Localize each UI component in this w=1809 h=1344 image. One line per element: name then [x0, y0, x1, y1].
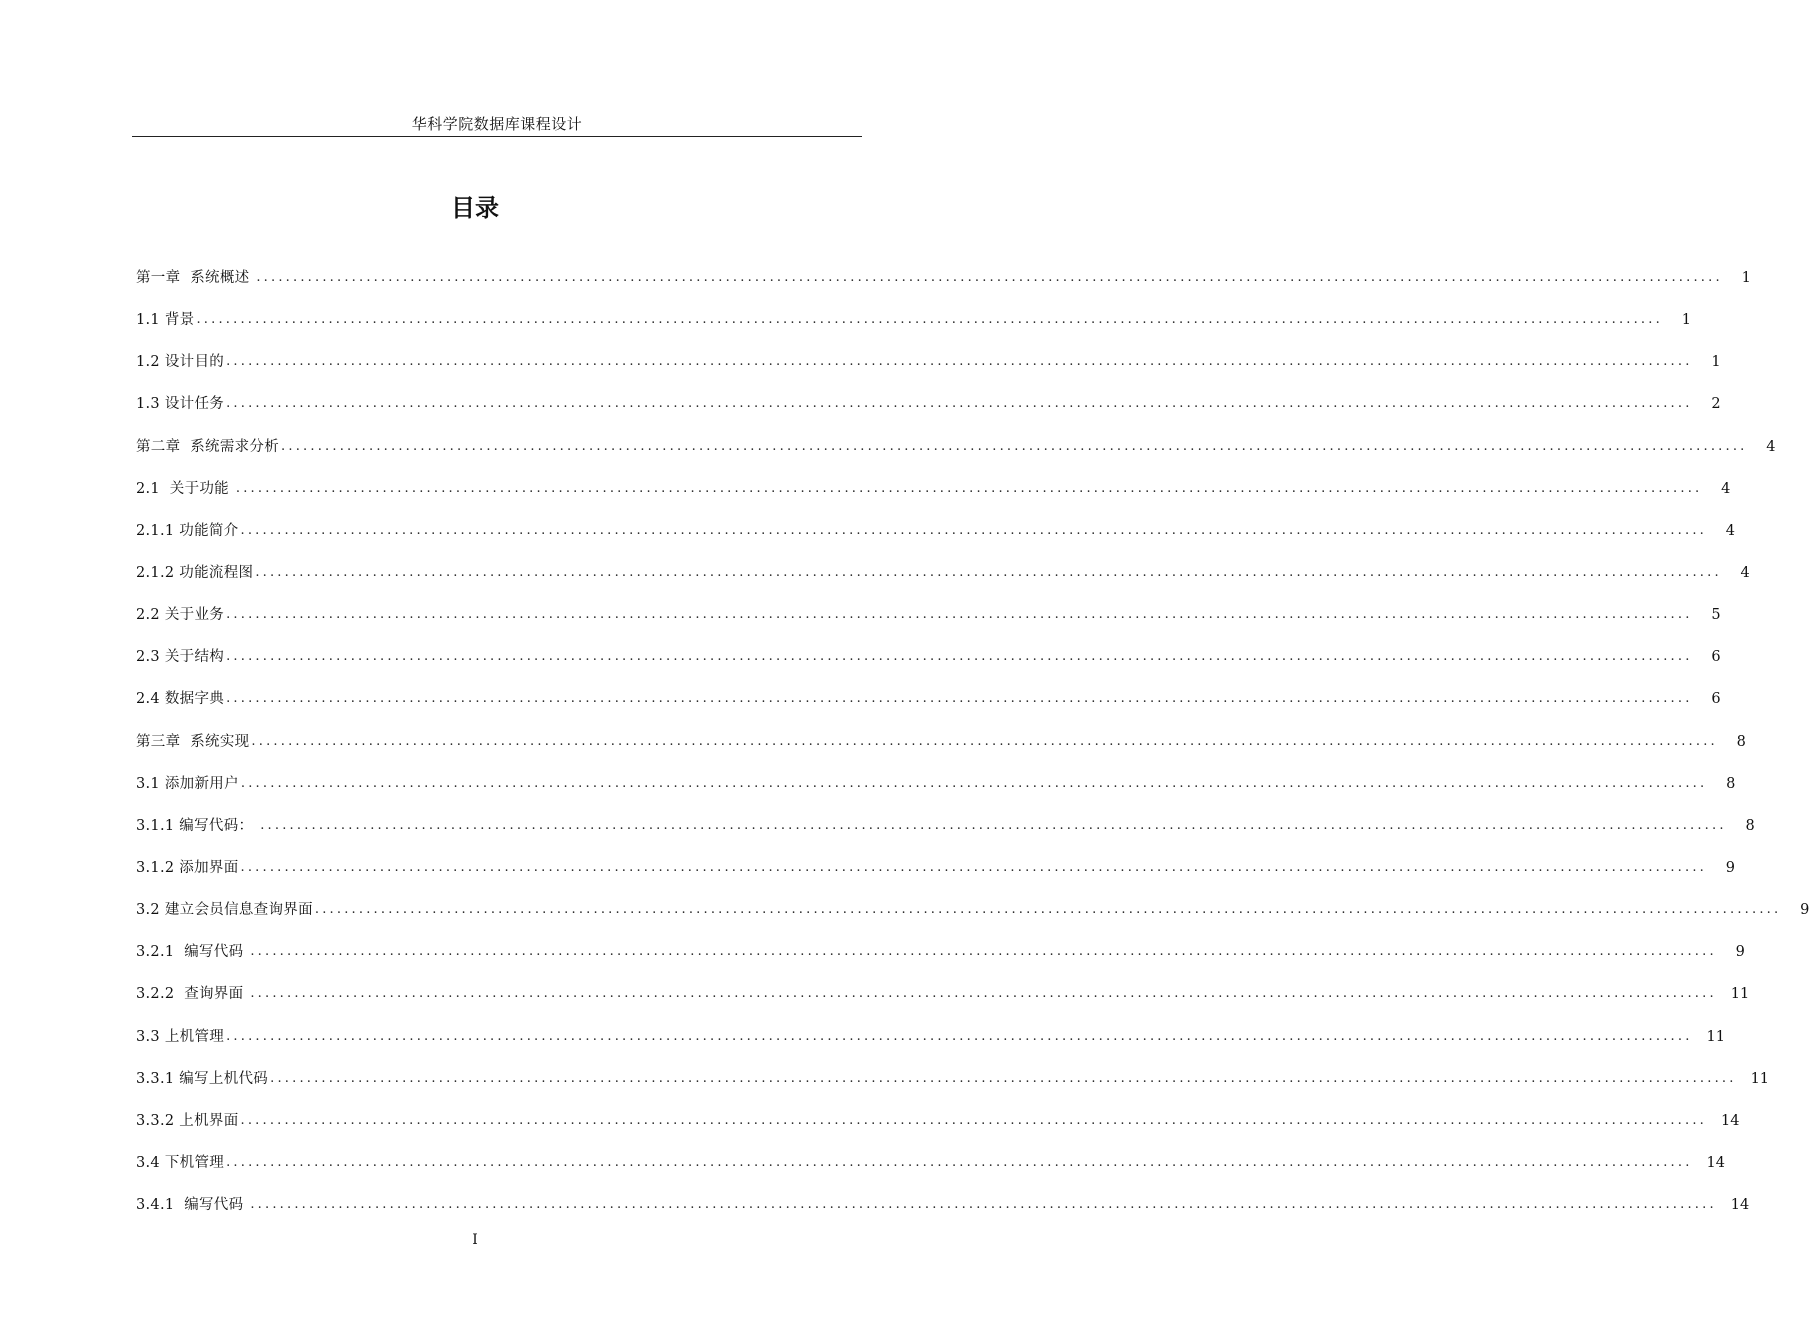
toc-entry[interactable] — [136, 1109, 1740, 1151]
toc-entry-page: 14 — [1730, 1197, 1750, 1214]
toc-leader-dots: ........................................................................................................................................................................................................ — [226, 691, 1693, 707]
toc-entry[interactable] — [136, 350, 1721, 392]
toc-entry-page: 6 — [1711, 691, 1721, 708]
toc-leader-dots: ........................................................................................................................................................................................................ — [226, 1154, 1693, 1170]
toc-entry[interactable] — [136, 982, 1750, 1024]
toc-entry-label: 3.4.1 编写代码 — [136, 1197, 249, 1214]
toc-leader-dots: ........................................................................................................................................................................................................ — [226, 354, 1693, 370]
toc-entry-page: 14 — [1720, 1112, 1740, 1129]
toc-entry-label: 第三章 系统实现 — [136, 733, 250, 750]
toc-leader-dots: ........................................................................................................................................................................................................ — [226, 649, 1693, 665]
toc-leader-dots: ........................................................................................................................................................................................................ — [226, 396, 1693, 412]
toc-leader-dots: ........................................................................................................................................................................................................ — [235, 480, 1703, 496]
toc-entry-page: 9 — [1735, 944, 1745, 961]
toc-entry-label: 第二章 系统需求分析 — [136, 438, 280, 455]
toc-entry-label: 2.1 关于功能 — [136, 480, 234, 497]
toc-entry-page: 9 — [1725, 859, 1735, 876]
toc-leader-dots: ........................................................................................................................................................................................................ — [226, 607, 1693, 623]
toc-entry-page: 8 — [1745, 817, 1755, 834]
toc-entry[interactable] — [136, 814, 1755, 856]
toc-entry[interactable] — [136, 645, 1721, 687]
running-header: 华科学院数据库课程设计 — [411, 115, 583, 133]
toc-entry[interactable] — [136, 603, 1721, 645]
toc-entry[interactable] — [136, 561, 1750, 603]
toc-entry-label: 3.2.1 编写代码 — [136, 944, 249, 961]
header-rule — [132, 136, 862, 137]
toc-entry[interactable] — [136, 266, 1751, 308]
toc-entry[interactable] — [136, 477, 1731, 519]
toc-entry-label: 1.3 设计任务 — [136, 396, 225, 413]
toc-entry[interactable] — [136, 940, 1745, 982]
toc-entry[interactable] — [136, 687, 1721, 729]
toc-entry[interactable] — [136, 1067, 1770, 1109]
toc-leader-dots: ........................................................................................................................................................................................................ — [240, 775, 1708, 791]
toc-leader-dots: ........................................................................................................................................................................................................ — [281, 438, 1748, 454]
toc-entry[interactable] — [136, 730, 1746, 772]
toc-entry[interactable] — [136, 519, 1735, 561]
page-number: I — [472, 1232, 478, 1248]
toc-entry-page: 4 — [1766, 438, 1776, 455]
toc-entry-label: 3.4 下机管理 — [136, 1154, 225, 1171]
toc-leader-dots: ........................................................................................................................................................................................................ — [250, 1197, 1717, 1213]
toc-entry-label: 2.1.2 功能流程图 — [136, 564, 254, 581]
toc-entry-page: 5 — [1711, 607, 1721, 624]
toc-entry-label: 3.2 建立会员信息查询界面 — [136, 902, 313, 919]
toc-entry-page: 6 — [1711, 649, 1721, 666]
toc-entry-label: 2.3 关于结构 — [136, 649, 225, 666]
toc-entry[interactable] — [136, 856, 1735, 898]
toc-leader-dots: ........................................................................................................................................................................................................ — [250, 986, 1717, 1002]
toc-leader-dots: ........................................................................................................................................................................................................ — [240, 522, 1707, 538]
toc-entry-label: 3.2.2 查询界面 — [136, 986, 249, 1003]
toc-leader-dots: ........................................................................................................................................................................................................ — [226, 1028, 1693, 1044]
toc-entry[interactable] — [136, 1151, 1725, 1193]
toc-entry-page: 4 — [1721, 480, 1731, 497]
toc-entry-page: 8 — [1736, 733, 1746, 750]
toc-entry-label: 1.2 设计目的 — [136, 354, 225, 371]
toc-leader-dots: ........................................................................................................................................................................................................ — [240, 1112, 1707, 1128]
table-of-contents — [136, 266, 1809, 1235]
toc-entry-label: 3.3.1 编写上机代码 — [136, 1070, 269, 1087]
toc-entry-page: 2 — [1711, 396, 1721, 413]
toc-entry-page: 4 — [1740, 564, 1750, 581]
toc-entry-label: 3.3.2 上机界面 — [136, 1112, 239, 1129]
toc-entry[interactable] — [136, 308, 1691, 350]
toc-entry-page: 11 — [1730, 986, 1750, 1003]
toc-leader-dots: ........................................................................................................................................................................................................ — [251, 733, 1718, 749]
toc-entry[interactable] — [136, 898, 1809, 940]
toc-entry-label: 第一章 系统概述 — [136, 270, 255, 286]
toc-leader-dots: ........................................................................................................................................................................................................ — [240, 859, 1707, 875]
toc-leader-dots: ........................................................................................................................................................................................................ — [314, 902, 1782, 918]
toc-entry-page: 14 — [1706, 1154, 1725, 1171]
toc-entry-label: 3.1.2 添加界面 — [136, 859, 239, 876]
toc-entry[interactable] — [136, 772, 1736, 814]
toc-entry-page: 1 — [1711, 354, 1721, 371]
toc-entry-page: 8 — [1726, 775, 1736, 792]
toc-leader-dots: ........................................................................................................................................................................................................ — [250, 944, 1717, 960]
toc-entry-page: 11 — [1750, 1070, 1770, 1087]
toc-entry-page: 1 — [1741, 270, 1751, 286]
toc-entry-page: 4 — [1725, 522, 1735, 539]
toc-entry-page: 11 — [1706, 1028, 1725, 1045]
toc-leader-dots: ........................................................................................................................................................................................................ — [255, 564, 1722, 580]
toc-entry[interactable] — [136, 1193, 1750, 1235]
toc-title: 目录 — [451, 194, 499, 222]
toc-entry-label: 3.3 上机管理 — [136, 1028, 225, 1045]
toc-entry[interactable] — [136, 392, 1721, 434]
toc-entry-label: 2.2 关于业务 — [136, 607, 225, 624]
toc-entry[interactable] — [136, 1025, 1725, 1067]
toc-entry-page: 9 — [1800, 902, 1809, 919]
toc-entry-page: 1 — [1681, 312, 1691, 329]
toc-leader-dots: ........................................................................................................................................................................................................ — [270, 1070, 1737, 1086]
toc-leader-dots: ........................................................................................................................................................................................................ — [256, 270, 1723, 285]
toc-entry-label: 3.1 添加新用户 — [136, 775, 239, 792]
toc-entry-label: 2.1.1 功能简介 — [136, 522, 239, 539]
toc-leader-dots: ........................................................................................................................................................................................................ — [260, 817, 1727, 833]
toc-entry[interactable] — [136, 435, 1776, 477]
toc-leader-dots: ........................................................................................................................................................................................................ — [196, 312, 1663, 328]
toc-entry-label: 1.1 背景 — [136, 312, 195, 329]
toc-entry-label: 2.4 数据字典 — [136, 691, 225, 708]
toc-entry-label: 3.1.1 编写代码： — [136, 817, 259, 834]
